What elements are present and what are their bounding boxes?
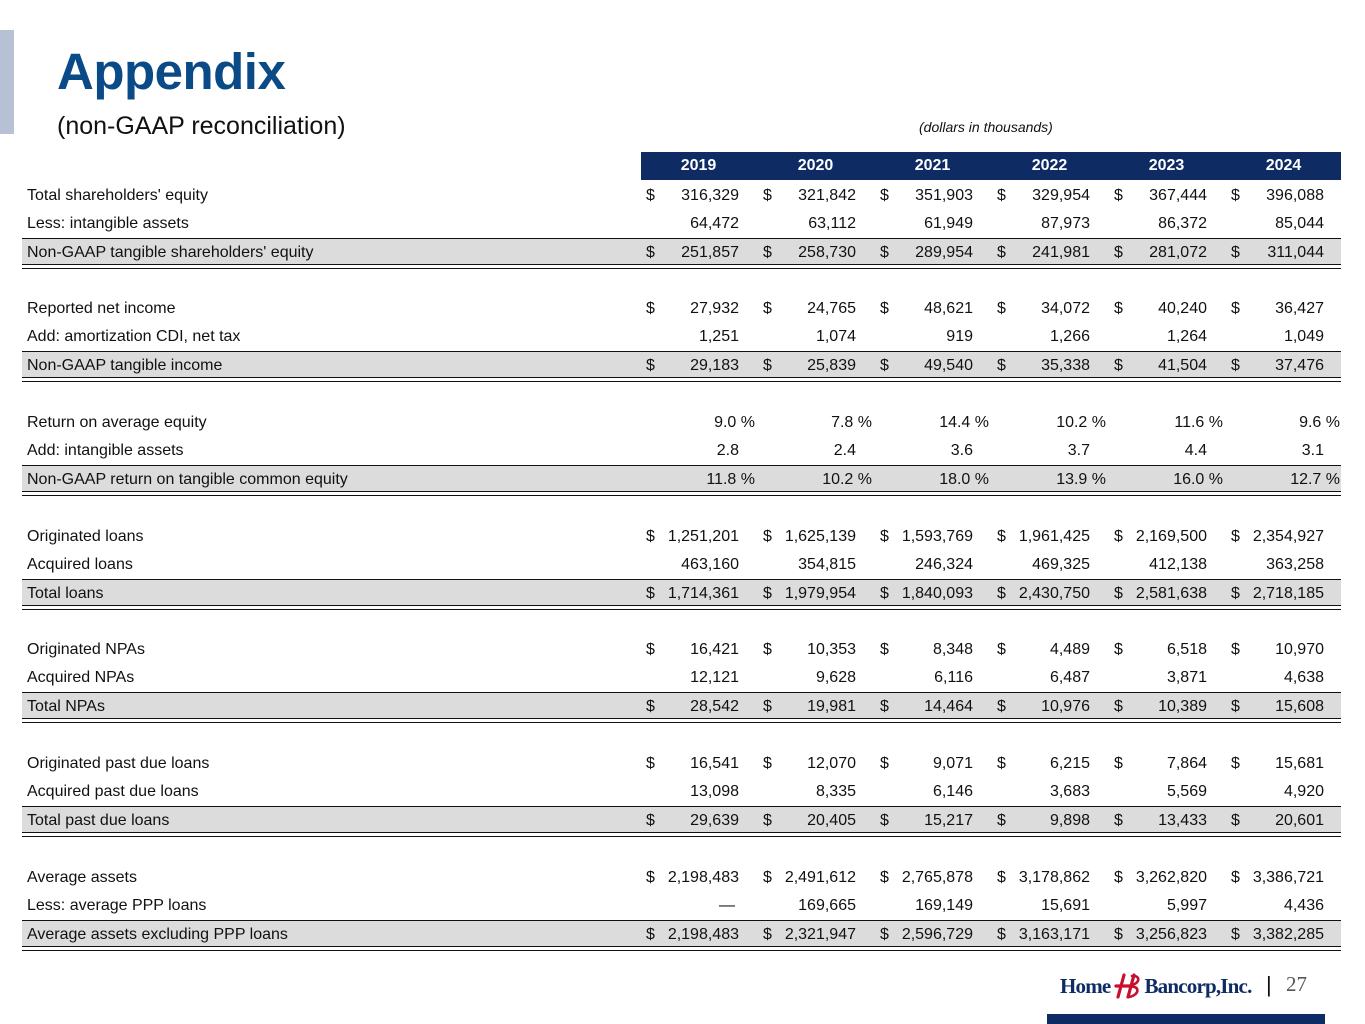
value-cell: 13.9 %	[1056, 471, 1106, 488]
value-cell: 9,628	[815, 669, 856, 686]
table-total-row	[22, 806, 1341, 833]
value-cell: 1,625,139	[784, 528, 856, 545]
row-label: Non-GAAP return on tangible common equity	[27, 471, 348, 488]
value-cell: 6,215	[1049, 755, 1090, 772]
currency-symbol: $	[997, 357, 1006, 374]
currency-symbol: $	[1231, 528, 1240, 545]
table-row	[22, 323, 1341, 350]
value-cell: 2,321,947	[784, 926, 856, 943]
value-cell: 16,541	[690, 755, 739, 772]
currency-symbol: $	[1231, 812, 1240, 829]
currency-symbol: $	[763, 528, 772, 545]
value-cell: 14,464	[924, 698, 973, 715]
value-cell: 40,240	[1158, 300, 1207, 317]
currency-symbol: $	[880, 357, 889, 374]
value-cell: 86,372	[1158, 215, 1207, 232]
currency-symbol: $	[997, 755, 1006, 772]
value-cell: 3,386,721	[1252, 869, 1324, 886]
value-cell: 2,596,729	[901, 926, 973, 943]
value-cell: 469,325	[1032, 556, 1090, 573]
currency-symbol: $	[646, 755, 655, 772]
value-cell: 18.0 %	[939, 471, 989, 488]
currency-symbol: $	[1231, 755, 1240, 772]
currency-symbol: $	[763, 244, 772, 261]
value-cell: 1,049	[1283, 328, 1324, 345]
table-row	[22, 864, 1341, 891]
value-cell: 15,681	[1275, 755, 1324, 772]
value-cell: 1,961,425	[1018, 528, 1090, 545]
value-cell: 13,098	[690, 783, 739, 800]
currency-symbol: $	[1231, 585, 1240, 602]
currency-symbol: $	[880, 641, 889, 658]
company-logo	[1060, 970, 1252, 1002]
currency-symbol: $	[646, 357, 655, 374]
value-cell: 10,976	[1041, 698, 1090, 715]
value-cell: 4,436	[1283, 897, 1324, 914]
value-cell: 1,251,201	[667, 528, 739, 545]
year-header: 2021	[914, 157, 951, 174]
currency-symbol: $	[763, 926, 772, 943]
currency-symbol: $	[1114, 585, 1123, 602]
value-cell: 11.6 %	[1174, 414, 1223, 431]
currency-symbol: $	[763, 755, 772, 772]
value-cell: 1,264	[1166, 328, 1207, 345]
value-cell: 919	[946, 328, 973, 345]
logo-text-bancorp: Bancorp,Inc.	[1144, 973, 1252, 998]
currency-symbol: $	[646, 926, 655, 943]
value-cell: 1,074	[815, 328, 856, 345]
value-cell: 34,072	[1041, 300, 1090, 317]
value-cell: 3.6	[950, 442, 973, 459]
value-cell: 61,949	[924, 215, 973, 232]
value-cell: 10,389	[1158, 698, 1207, 715]
year-header: 2023	[1148, 157, 1185, 174]
currency-symbol: $	[763, 187, 772, 204]
value-cell: 28,542	[690, 698, 739, 715]
currency-symbol: $	[763, 698, 772, 715]
value-cell: 3,871	[1166, 669, 1207, 686]
value-cell: 5,997	[1166, 897, 1207, 914]
currency-symbol: $	[1114, 698, 1123, 715]
value-cell: 12,070	[807, 755, 856, 772]
value-cell: 13,433	[1158, 812, 1207, 829]
value-cell: 2,718,185	[1252, 585, 1324, 602]
accent-side-bar	[0, 30, 14, 134]
currency-symbol: $	[1231, 926, 1240, 943]
currency-symbol: $	[646, 187, 655, 204]
currency-symbol: $	[646, 812, 655, 829]
currency-symbol: $	[1114, 357, 1123, 374]
table-row	[22, 210, 1341, 237]
currency-symbol: $	[997, 926, 1006, 943]
row-label: Return on average equity	[27, 414, 207, 431]
row-label: Acquired past due loans	[27, 783, 199, 800]
row-label: Non-GAAP tangible shareholders' equity	[27, 244, 314, 261]
value-cell: 246,324	[915, 556, 973, 573]
table-row	[22, 892, 1341, 919]
value-cell: 354,815	[798, 556, 856, 573]
value-cell: 14.4 %	[939, 414, 989, 431]
value-cell: 15,608	[1275, 698, 1324, 715]
value-cell: 24,765	[807, 300, 856, 317]
value-cell: 37,476	[1275, 357, 1324, 374]
currency-symbol: $	[997, 641, 1006, 658]
value-cell: 19,981	[807, 698, 856, 715]
value-cell: 49,540	[924, 357, 973, 374]
currency-symbol: $	[880, 187, 889, 204]
value-cell: 463,160	[681, 556, 739, 573]
value-cell: 3,382,285	[1252, 926, 1324, 943]
value-cell: 169,665	[798, 897, 856, 914]
value-cell: 27,932	[690, 300, 739, 317]
currency-symbol: $	[1114, 641, 1123, 658]
table-row	[22, 551, 1341, 578]
currency-symbol: $	[1231, 641, 1240, 658]
value-cell: 241,981	[1032, 244, 1090, 261]
value-cell: 281,072	[1149, 244, 1207, 261]
currency-symbol: $	[997, 300, 1006, 317]
currency-symbol: $	[1114, 187, 1123, 204]
value-cell: 289,954	[915, 244, 973, 261]
table-row	[22, 182, 1341, 209]
value-cell: 2,430,750	[1018, 585, 1090, 602]
value-cell: 8,348	[932, 641, 973, 658]
value-cell: 396,088	[1266, 187, 1324, 204]
value-cell: 85,044	[1275, 215, 1324, 232]
value-cell: 3,163,171	[1018, 926, 1090, 943]
year-header: 2022	[1031, 157, 1068, 174]
value-cell: 2,198,483	[667, 869, 739, 886]
row-label: Average assets excluding PPP loans	[27, 926, 288, 943]
value-cell: 367,444	[1149, 187, 1207, 204]
value-cell: 3.7	[1067, 442, 1090, 459]
table-total-row	[22, 238, 1341, 265]
currency-symbol: $	[997, 528, 1006, 545]
row-label: Originated NPAs	[27, 641, 145, 658]
value-cell: 1,593,769	[901, 528, 973, 545]
value-cell: 41,504	[1158, 357, 1207, 374]
table-row	[22, 437, 1341, 464]
currency-symbol: $	[997, 585, 1006, 602]
value-cell: 10,970	[1275, 641, 1324, 658]
table-total-row	[22, 920, 1341, 947]
row-label: Non-GAAP tangible income	[27, 357, 223, 374]
currency-symbol: $	[763, 641, 772, 658]
table-total-row	[22, 465, 1341, 492]
page-number: 27	[1286, 972, 1307, 996]
currency-symbol: $	[880, 869, 889, 886]
value-cell: 48,621	[924, 300, 973, 317]
value-cell: 64,472	[690, 215, 739, 232]
value-cell: 10.2 %	[1056, 414, 1106, 431]
value-cell: 15,217	[924, 812, 973, 829]
value-cell: 4,489	[1049, 641, 1090, 658]
table-total-row	[22, 351, 1341, 378]
value-cell: 1,979,954	[784, 585, 856, 602]
value-cell: 1,251	[698, 328, 739, 345]
page-title: Appendix	[57, 43, 286, 100]
currency-symbol: $	[880, 698, 889, 715]
currency-symbol: $	[1231, 698, 1240, 715]
year-header-row	[641, 152, 1341, 180]
currency-symbol: $	[880, 926, 889, 943]
table-row	[22, 295, 1341, 322]
value-cell: 20,405	[807, 812, 856, 829]
row-label: Total NPAs	[27, 698, 105, 715]
value-cell: 3,178,862	[1018, 869, 1090, 886]
year-header: 2020	[797, 157, 834, 174]
value-cell: 25,839	[807, 357, 856, 374]
currency-symbol: $	[880, 812, 889, 829]
footer-divider: |	[1266, 972, 1272, 997]
value-cell: 9,898	[1049, 812, 1090, 829]
value-cell: 3,256,823	[1135, 926, 1207, 943]
currency-symbol: $	[1231, 244, 1240, 261]
row-label: Add: amortization CDI, net tax	[27, 328, 241, 345]
value-cell: 9.0 %	[714, 414, 755, 431]
currency-symbol: $	[646, 585, 655, 602]
value-cell: 63,112	[808, 215, 856, 232]
value-cell: 258,730	[798, 244, 856, 261]
value-cell: 169,149	[915, 897, 973, 914]
value-cell: 11.8 %	[706, 471, 755, 488]
table-row	[22, 409, 1341, 436]
currency-symbol: $	[646, 698, 655, 715]
table-total-row	[22, 579, 1341, 606]
units-note: (dollars in thousands)	[919, 119, 1053, 135]
value-cell: 5,569	[1166, 783, 1207, 800]
value-cell: 29,639	[690, 812, 739, 829]
table-row	[22, 636, 1341, 663]
year-header: 2019	[680, 157, 717, 174]
value-cell: 2,491,612	[784, 869, 856, 886]
currency-symbol: $	[1231, 300, 1240, 317]
currency-symbol: $	[763, 300, 772, 317]
value-cell: 10.2 %	[822, 471, 872, 488]
currency-symbol: $	[763, 585, 772, 602]
currency-symbol: $	[997, 187, 1006, 204]
row-label: Acquired loans	[27, 556, 133, 573]
hb-monogram-icon	[1112, 971, 1142, 1001]
value-cell: 3.1	[1301, 442, 1324, 459]
value-cell: 9.6 %	[1299, 414, 1340, 431]
currency-symbol: $	[763, 812, 772, 829]
value-cell: 7.8 %	[831, 414, 872, 431]
value-cell: 363,258	[1266, 556, 1324, 573]
value-cell: 87,973	[1041, 215, 1090, 232]
currency-symbol: $	[1114, 300, 1123, 317]
table-total-row	[22, 692, 1341, 719]
value-cell: 20,601	[1275, 812, 1324, 829]
currency-symbol: $	[1231, 187, 1240, 204]
value-cell: 9,071	[932, 755, 973, 772]
currency-symbol: $	[880, 244, 889, 261]
value-cell: 1,266	[1049, 328, 1090, 345]
value-cell: 251,857	[681, 244, 739, 261]
currency-symbol: $	[997, 812, 1006, 829]
value-cell: 2,581,638	[1135, 585, 1207, 602]
currency-symbol: $	[646, 300, 655, 317]
row-label: Reported net income	[27, 300, 176, 317]
value-cell: 2,169,500	[1135, 528, 1207, 545]
value-cell: 6,518	[1166, 641, 1207, 658]
value-cell: 412,138	[1149, 556, 1207, 573]
row-label: Total past due loans	[27, 812, 170, 829]
value-cell: 329,954	[1032, 187, 1090, 204]
value-cell: —	[719, 897, 735, 914]
value-cell: 3,262,820	[1135, 869, 1207, 886]
currency-symbol: $	[1114, 869, 1123, 886]
currency-symbol: $	[997, 869, 1006, 886]
currency-symbol: $	[763, 869, 772, 886]
value-cell: 6,487	[1049, 669, 1090, 686]
row-label: Originated loans	[27, 528, 144, 545]
currency-symbol: $	[1114, 926, 1123, 943]
value-cell: 2.8	[716, 442, 739, 459]
page-subtitle: (non-GAAP reconciliation)	[57, 112, 346, 140]
currency-symbol: $	[646, 641, 655, 658]
value-cell: 4,920	[1283, 783, 1324, 800]
value-cell: 16,421	[690, 641, 739, 658]
row-label: Add: intangible assets	[27, 442, 184, 459]
currency-symbol: $	[1114, 812, 1123, 829]
currency-symbol: $	[1231, 357, 1240, 374]
value-cell: 321,842	[798, 187, 856, 204]
logo-text-home: Home	[1060, 973, 1111, 998]
value-cell: 351,903	[915, 187, 973, 204]
currency-symbol: $	[1114, 244, 1123, 261]
currency-symbol: $	[997, 244, 1006, 261]
row-label: Average assets	[27, 869, 137, 886]
value-cell: 10,353	[807, 641, 856, 658]
value-cell: 1,840,093	[901, 585, 973, 602]
value-cell: 2,354,927	[1252, 528, 1324, 545]
table-row	[22, 664, 1341, 691]
currency-symbol: $	[880, 528, 889, 545]
value-cell: 2,198,483	[667, 926, 739, 943]
value-cell: 6,116	[934, 669, 973, 686]
currency-symbol: $	[646, 528, 655, 545]
row-label: Less: average PPP loans	[27, 897, 207, 914]
value-cell: 6,146	[932, 783, 973, 800]
row-label: Acquired NPAs	[27, 669, 135, 686]
value-cell: 316,329	[681, 187, 739, 204]
footer-accent-bar	[1047, 1014, 1325, 1024]
row-label: Total loans	[27, 585, 104, 602]
currency-symbol: $	[1114, 755, 1123, 772]
value-cell: 2,765,878	[901, 869, 973, 886]
currency-symbol: $	[763, 357, 772, 374]
value-cell: 2.4	[833, 442, 856, 459]
value-cell: 15,691	[1041, 897, 1090, 914]
row-label: Originated past due loans	[27, 755, 210, 772]
currency-symbol: $	[646, 869, 655, 886]
value-cell: 1,714,361	[667, 585, 739, 602]
table-row	[22, 523, 1341, 550]
value-cell: 4,638	[1283, 669, 1324, 686]
currency-symbol: $	[880, 300, 889, 317]
value-cell: 4.4	[1184, 442, 1207, 459]
value-cell: 7,864	[1166, 755, 1207, 772]
value-cell: 311,044	[1267, 244, 1324, 261]
currency-symbol: $	[880, 585, 889, 602]
value-cell: 36,427	[1275, 300, 1324, 317]
currency-symbol: $	[1114, 528, 1123, 545]
currency-symbol: $	[997, 698, 1006, 715]
table-row	[22, 778, 1341, 805]
year-header: 2024	[1265, 157, 1302, 174]
value-cell: 29,183	[690, 357, 739, 374]
table-row	[22, 750, 1341, 777]
currency-symbol: $	[880, 755, 889, 772]
value-cell: 12.7 %	[1290, 471, 1340, 488]
value-cell: 16.0 %	[1173, 471, 1223, 488]
row-label: Less: intangible assets	[27, 215, 189, 232]
value-cell: 8,335	[815, 783, 856, 800]
row-label: Total shareholders' equity	[27, 187, 208, 204]
value-cell: 35,338	[1041, 357, 1090, 374]
value-cell: 12,121	[690, 669, 739, 686]
currency-symbol: $	[1231, 869, 1240, 886]
value-cell: 3,683	[1049, 783, 1090, 800]
currency-symbol: $	[646, 244, 655, 261]
